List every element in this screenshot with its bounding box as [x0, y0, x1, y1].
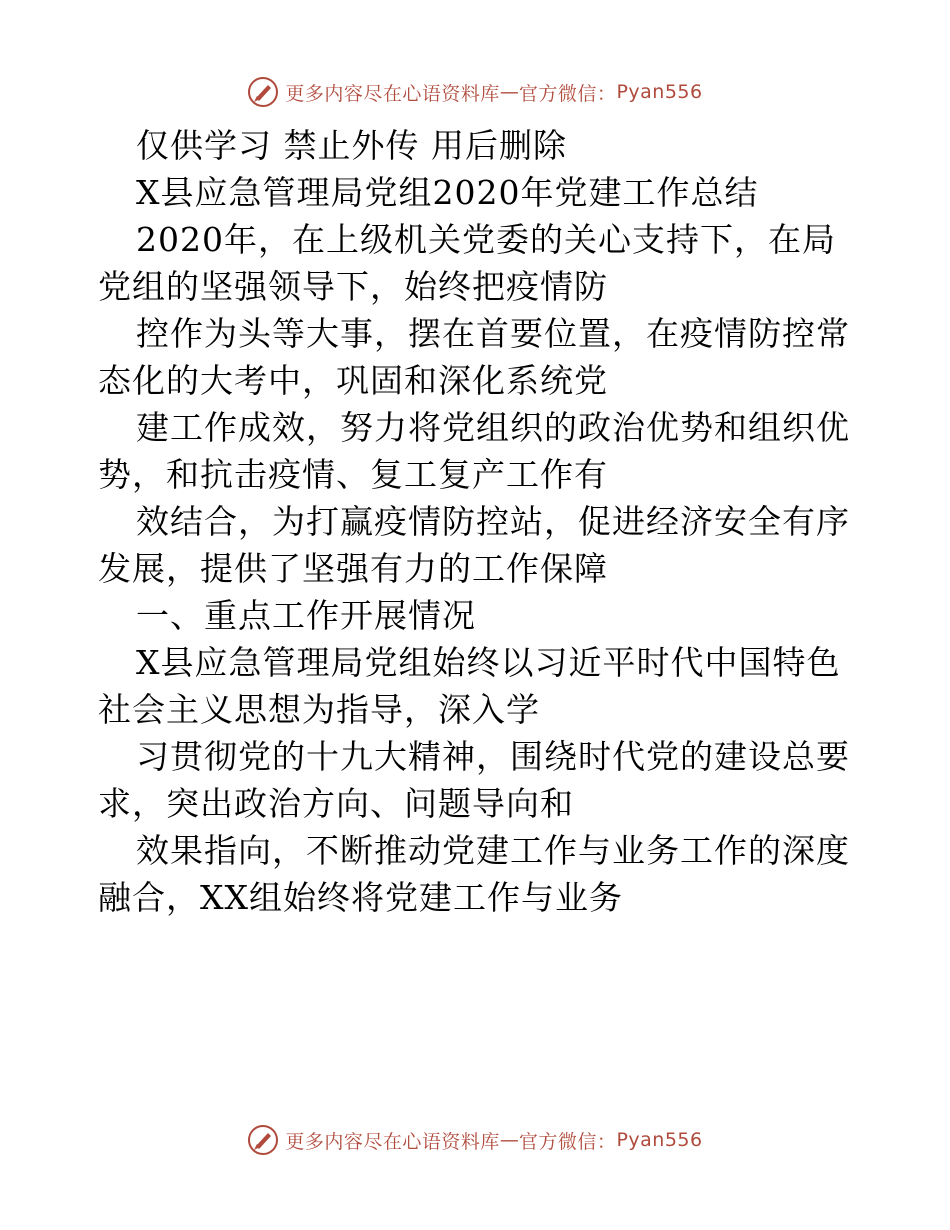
watermark-header [0, 72, 950, 112]
paragraph-line: 效结合，为打赢疫情防控站，促进经济安全有序 [136, 502, 850, 541]
paragraph-line: 社会主义思想为指导，深入学 [98, 690, 540, 729]
paragraph-line: 态化的大考中，巩固和深化系统党 [98, 361, 608, 400]
watermark-footer [0, 1120, 950, 1160]
section-heading: 一、重点工作开展情况 [136, 596, 476, 635]
paragraph-line: X县应急管理局党组始终以习近平时代中国特色 [136, 643, 841, 682]
paragraph-line: 建工作成效，努力将党组织的政治优势和组织优 [136, 408, 850, 447]
document-title: X县应急管理局党组2020年党建工作总结 [136, 173, 759, 212]
paragraph-line: 融合，XX组始终将党建工作与业务 [98, 878, 623, 917]
watermark-brand: 更多内容尽在心语资料库 [285, 1130, 500, 1153]
paragraph-line: 发展，提供了坚强有力的工作保障 [98, 549, 608, 588]
notice-line: 仅供学习 禁止外传 用后删除 [136, 126, 567, 165]
watermark-wechat-label: 官方微信： [518, 1130, 617, 1153]
paragraph-line: 控作为头等大事，摆在首要位置，在疫情防控常 [136, 314, 850, 353]
paragraph-line: 效果指向，不断推动党建工作与业务工作的深度 [136, 831, 850, 870]
paragraph-line: 2020年，在上级机关党委的关心支持下，在局 [136, 220, 836, 259]
paragraph-line: 求，突出政治方向、问题导向和 [98, 784, 574, 823]
watermark-brand: 更多内容尽在心语资料库 [285, 82, 500, 105]
paragraph-line: 势，和抗击疫情、复工复产工作有 [98, 455, 608, 494]
paragraph-line: 党组的坚强领导下，始终把疫情防 [98, 267, 608, 306]
watermark-wechat-id: Pyan556 [616, 1129, 703, 1151]
document-body [98, 124, 858, 923]
watermark-wechat-label: 官方微信： [518, 82, 617, 105]
paragraph-line: 习贯彻党的十九大精神，围绕时代党的建设总要 [136, 737, 850, 776]
watermark-separator: — [499, 81, 519, 103]
logo-icon [247, 1124, 279, 1156]
watermark-separator: — [499, 1129, 519, 1151]
watermark-wechat-id: Pyan556 [616, 81, 703, 103]
logo-icon [247, 76, 279, 108]
